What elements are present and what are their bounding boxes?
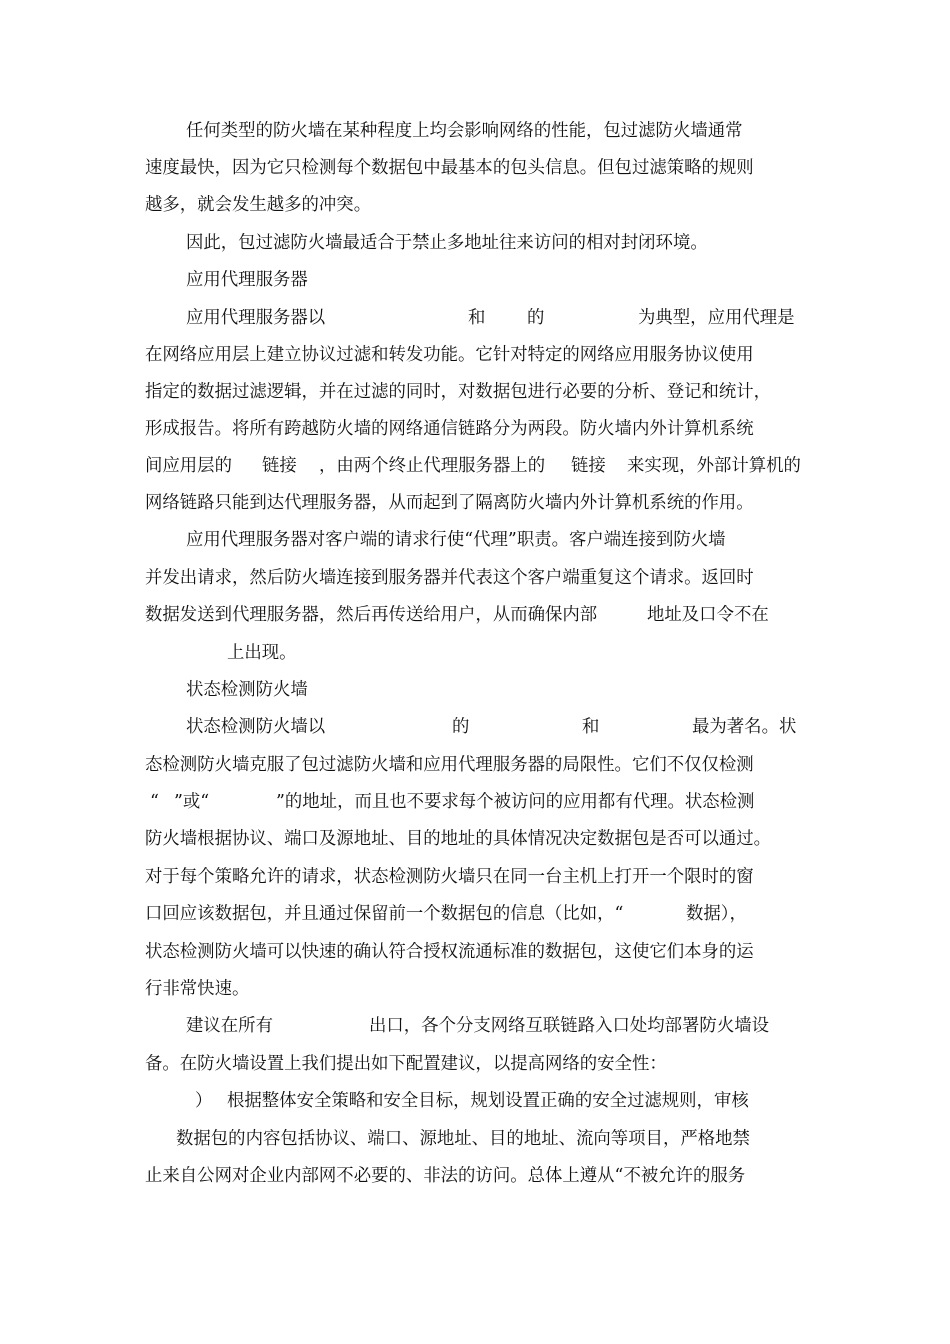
text-line — [0, 937, 950, 967]
text-segment: 数据包的内容包括协议、端口、源地址、目的地址、流向等项目，严格地禁 — [176, 1129, 750, 1149]
text-segment: 建议在所有 — [186, 1016, 273, 1036]
text-line — [0, 1124, 950, 1154]
text-line — [0, 600, 950, 630]
text-line — [0, 1161, 950, 1191]
text-segment: 为典型，应用代理是 — [638, 308, 795, 328]
text-segment: 数据）， — [686, 904, 747, 924]
text-segment: 口回应该数据包，并且通过保留前一个数据包的信息（比如，“ — [145, 904, 624, 924]
text-segment: 指定的数据过滤逻辑，并在过滤的同时，对数据包进行必要的分析、登记和统计， — [145, 382, 772, 402]
text-segment: 状态检测防火墙以 — [186, 717, 326, 737]
text-segment: 备。在防火墙设置上我们提出如下配置建议，以提高网络的安全性： — [145, 1054, 667, 1074]
text-segment: 行非常快速。 — [145, 979, 250, 999]
text-segment: 应用代理服务器对客户端的请求行使“代理”职责。客户端连接到防火墙 — [186, 530, 726, 550]
text-segment: 应用代理服务器 — [186, 270, 308, 290]
text-line — [0, 750, 950, 780]
text-line — [0, 116, 950, 146]
text-segment: 止来自公网对企业内部网不必要的、非法的访问。总体上遵从“不被允许的服务 — [145, 1166, 746, 1186]
text-line — [0, 1086, 950, 1116]
text-segment: 和 — [468, 308, 486, 328]
text-line — [0, 899, 950, 929]
text-line — [0, 974, 950, 1004]
text-segment: 应用代理服务器以 — [186, 308, 326, 328]
text-segment: ） — [195, 1091, 213, 1111]
text-segment: 对于每个策略允许的请求，状态检测防火墙只在同一台主机上打开一个限时的窗 — [145, 867, 754, 887]
text-line — [0, 712, 950, 742]
text-line — [0, 488, 950, 518]
text-line — [0, 451, 950, 481]
text-segment: 上出现。 — [227, 643, 297, 663]
text-line — [0, 563, 950, 593]
text-segment: 来实现，外部计算机的 — [627, 456, 801, 476]
text-segment: 态检测防火墙克服了包过滤防火墙和应用代理服务器的局限性。它们不仅仅检测 — [145, 755, 754, 775]
text-line — [0, 638, 950, 668]
text-segment: ”的地址，而且也不要求每个被访问的应用都有代理。状态检测 — [276, 792, 755, 812]
text-segment: 间应用层的 — [145, 456, 232, 476]
text-line — [0, 340, 950, 370]
text-line — [0, 377, 950, 407]
text-line — [0, 303, 950, 333]
text-segment: 并发出请求，然后防火墙连接到服务器并代表这个客户端重复这个请求。返回时 — [145, 568, 754, 588]
text-line — [0, 265, 950, 295]
text-segment: 因此，包过滤防火墙最适合于禁止多地址往来访问的相对封闭环境。 — [186, 233, 708, 253]
text-segment: 状态检测防火墙可以快速的确认符合授权流通标准的数据包，这使它们本身的运 — [145, 942, 754, 962]
text-segment: 链接 — [571, 456, 606, 476]
text-segment: 网络链路只能到达代理服务器，从而起到了隔离防火墙内外计算机系统的作用。 — [145, 493, 754, 513]
text-line — [0, 787, 950, 817]
text-line — [0, 153, 950, 183]
text-line — [0, 190, 950, 220]
text-line — [0, 414, 950, 444]
text-segment: 最为著名。状 — [692, 717, 797, 737]
text-segment: 速度最快，因为它只检测每个数据包中最基本的包头信息。但包过滤策略的规则 — [145, 158, 754, 178]
text-line — [0, 525, 950, 555]
text-segment: ”或“ — [174, 792, 210, 812]
text-line — [0, 675, 950, 705]
text-segment: 数据发送到代理服务器，然后再传送给用户，从而确保内部 — [145, 605, 598, 625]
text-segment: 链接 — [262, 456, 297, 476]
text-segment: 的 — [452, 717, 470, 737]
text-segment: 在网络应用层上建立协议过滤和转发功能。它针对特定的网络应用服务协议使用 — [145, 345, 754, 365]
text-line — [0, 824, 950, 854]
text-segment: 的 — [527, 308, 545, 328]
text-segment: “ — [150, 792, 159, 812]
text-segment: 任何类型的防火墙在某种程度上均会影响网络的性能，包过滤防火墙通常 — [186, 121, 743, 141]
text-segment: 地址及口令不在 — [647, 605, 769, 625]
text-segment: 防火墙根据协议、端口及源地址、目的地址的具体情况决定数据包是否可以通过。 — [145, 829, 772, 849]
text-segment: 状态检测防火墙 — [186, 680, 308, 700]
text-segment: 形成报告。将所有跨越防火墙的网络通信链路分为两段。防火墙内外计算机系统 — [145, 419, 754, 439]
text-segment: 和 — [582, 717, 600, 737]
text-segment: 越多，就会发生越多的冲突。 — [145, 195, 372, 215]
text-line — [0, 1011, 950, 1041]
text-line — [0, 862, 950, 892]
text-line — [0, 228, 950, 258]
text-segment: ，由两个终止代理服务器上的 — [319, 456, 546, 476]
text-segment: 根据整体安全策略和安全目标，规划设置正确的安全过滤规则，审核 — [227, 1091, 749, 1111]
text-line — [0, 1049, 950, 1079]
text-segment: 出口，各个分支网络互联链路入口处均部署防火墙设 — [369, 1016, 769, 1036]
